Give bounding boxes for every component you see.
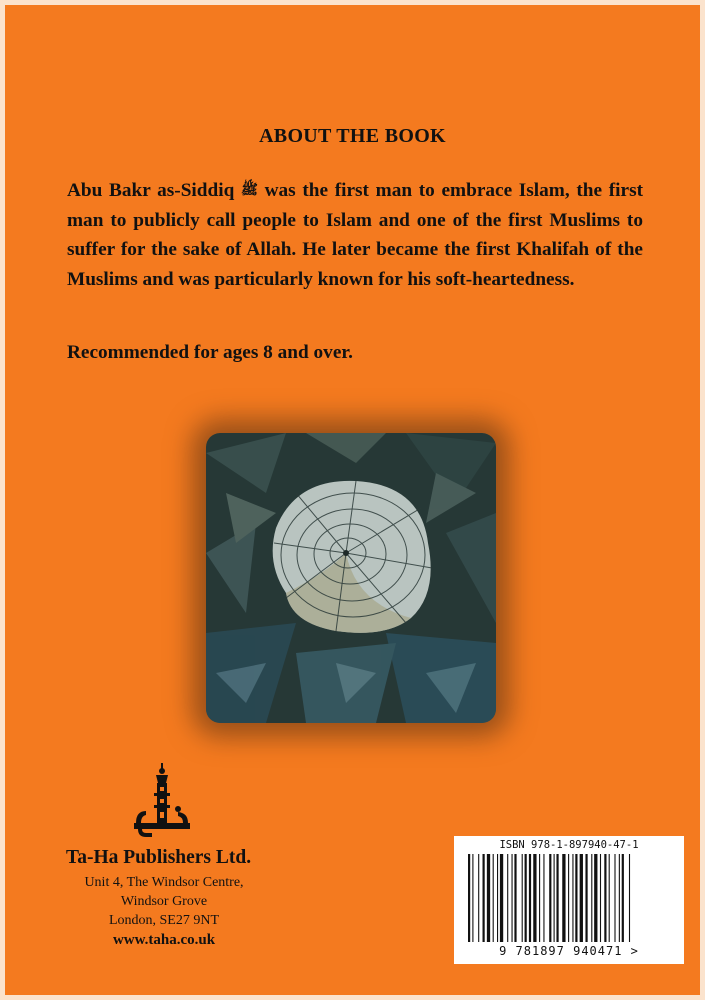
- address-line: London, SE27 9NT: [108, 913, 220, 928]
- publisher-address: [66, 873, 262, 930]
- isbn-label: ISBN 978-1-897940-47-1: [499, 839, 639, 851]
- publisher-website: www.taha.co.uk: [112, 932, 216, 948]
- age-recommendation: Recommended for ages 8 and over.: [67, 342, 353, 363]
- barcode-number: 9 781897 940471 >: [499, 944, 639, 958]
- address-line: Unit 4, The Windsor Centre,: [84, 875, 244, 890]
- spider-web-cave-icon: [206, 433, 496, 723]
- minaret-logo-icon: [132, 763, 192, 845]
- book-description: [67, 176, 643, 294]
- address-line: Windsor Grove: [120, 894, 208, 909]
- publisher-name: Ta-Ha Publishers Ltd.: [66, 847, 252, 868]
- cave-illustration: [206, 433, 496, 723]
- barcode-bars: [466, 854, 672, 942]
- blurb-lead: Abu Bakr as-Siddiq: [67, 180, 235, 201]
- about-heading: ABOUT THE BOOK: [259, 125, 446, 147]
- isbn-barcode: [454, 836, 684, 964]
- blurb-text: was the first man to embrace Islam, the first man to publicly call people to Islam and one of the first Muslims to suffer for the sake of Allah. He later became the first Khalifah of the Muslims and was particularly known for his soft-heartedness.: [67, 180, 643, 290]
- honorific-glyph: ﷺ: [241, 183, 258, 198]
